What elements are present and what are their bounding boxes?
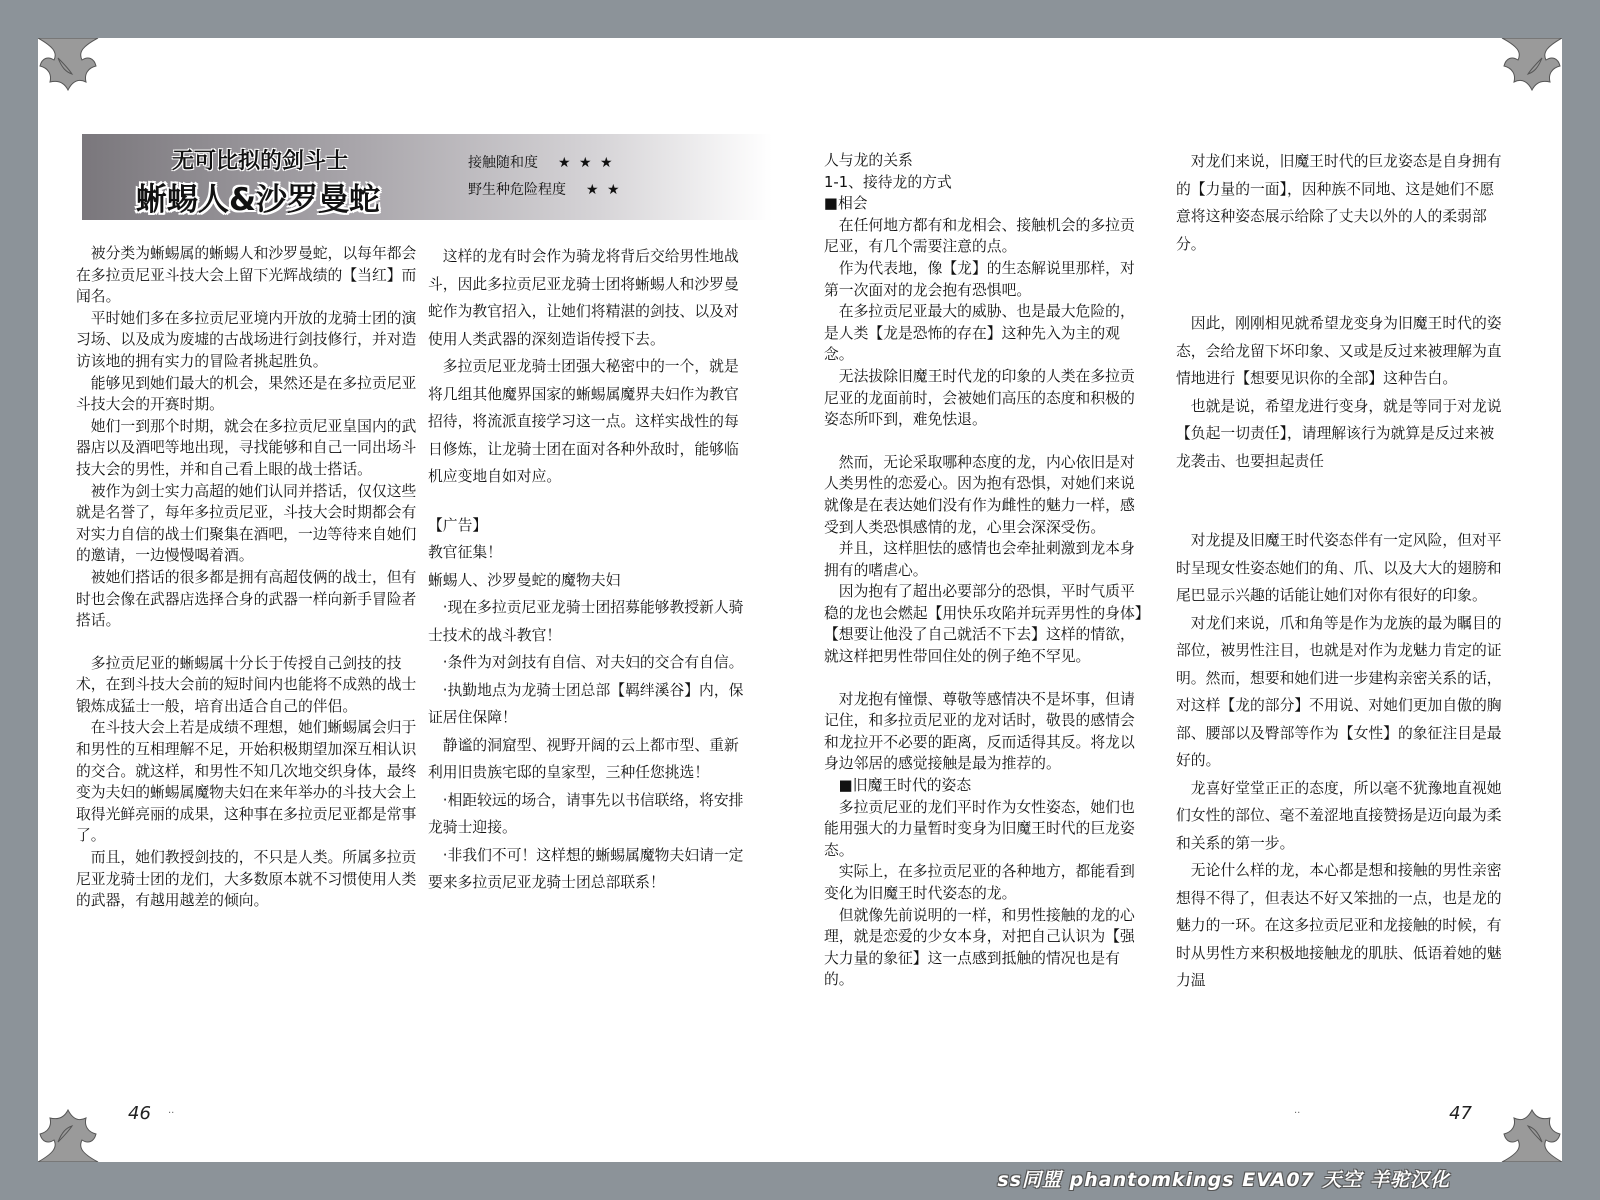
paragraph: 无法拔除旧魔王时代龙的印象的人类在多拉贡尼亚的龙面前时，会被她们高压的态度和积极的姿态所吓到，难免怯退。 <box>824 367 1135 429</box>
rating-danger <box>468 179 622 199</box>
paragraph-gap <box>1176 258 1502 310</box>
paragraph: ·非我们不可！这样想的蜥蜴属魔物夫妇请一定要来多拉贡尼亚龙骑士团总部联系！ <box>428 846 744 891</box>
banner-title: 蜥蜴人&沙罗曼蛇 <box>135 182 381 218</box>
corner-ornament-icon <box>1482 38 1562 118</box>
paragraph: 作为代表地，像【龙】的生态解说里那样，对第一次面对的龙会抱有恐惧吧。 <box>824 259 1135 299</box>
paragraph: 在多拉贡尼亚最大的威胁、也是最大危险的，是人类【龙是恐怖的存在】这种先入为主的观念。 <box>824 303 1135 364</box>
star-rating-icon: ★ ★ <box>586 182 622 198</box>
corner-ornament-icon <box>1482 1082 1562 1162</box>
paragraph: ·相距较远的场合，请事先以书信联络，将安排龙骑士迎接。 <box>428 791 744 836</box>
paragraph: 这样的龙有时会作为骑龙将背后交给男性地战斗，因此多拉贡尼亚龙骑士团将蜥蜴人和沙罗曼蛇作为教官招入，让她们将精湛的剑技、以及对使用人类武器的深刻造诣传授下去。 <box>428 248 739 348</box>
paragraph: 而且，她们教授剑技的，不只是人类。所属多拉贡尼亚龙骑士团的龙们，大多数原本就不习惯使用人类的武器，有越用越差的倾向。 <box>76 849 417 910</box>
section-banner <box>82 134 772 220</box>
text-column-1 <box>76 243 428 912</box>
corner-ornament-icon <box>38 38 118 118</box>
paragraph-gap <box>428 491 750 512</box>
banner-subtitle: 无可比拟的剑斗士 <box>171 149 348 174</box>
paragraph-gap <box>824 668 1148 689</box>
paragraph: ■相会 <box>824 195 868 213</box>
paragraph: ·条件为对剑技有自信、对夫妇的交合有自信。 <box>442 654 744 671</box>
paragraph: 然而，无论采取哪种态度的龙，内心依旧是对人类男性的恋爱心。因为抱有恐惧，对她们来说就像是在表达她们没有作为雌性的魅力一样，感受到人类恐惧感情的龙，心里会深深受伤。 <box>824 453 1135 536</box>
text-column-2 <box>428 243 750 897</box>
book-spread <box>38 38 1562 1162</box>
paragraph: 对龙提及旧魔王时代姿态伴有一定风险，但对平时呈现女性姿态她们的角、爪、以及大大的翅膀和尾巴显示兴趣的话能让她们对你有很好的印象。 <box>1176 532 1502 604</box>
paragraph: 对龙们来说，旧魔王时代的巨龙姿态是自身拥有的【力量的一面】，因种族不同地、这是她们不愿意将这种姿态展示给除了丈夫以外的人的柔弱部分。 <box>1176 153 1502 253</box>
paragraph: 1-1、接待龙的方式 <box>824 173 952 191</box>
page-dots: .. <box>1294 1105 1301 1116</box>
paragraph: 但就像先前说明的一样，和男性接触的龙的心理，就是恋爱的少女本身，对把自己认识为【强大力量的象征】这一点感到抵触的情况也是有的。 <box>824 906 1135 989</box>
paragraph: 龙喜好堂堂正正的态度，所以毫不犹豫地直视她们女性的部位、毫不羞涩地直接赞扬是迈向最为柔和关系的第一步。 <box>1176 779 1502 852</box>
paragraph: 在任何地方都有和龙相会、接触机会的多拉贡尼亚，有几个需要注意的点。 <box>824 216 1135 256</box>
paragraph: 平时她们多在多拉贡尼亚境内开放的龙骑士团的演习场、以及成为废墟的古战场进行剑技修行，并对造访该地的拥有实力的冒险者挑起胜负。 <box>76 309 417 370</box>
rating-contact <box>468 152 615 172</box>
paragraph: ■旧魔王时代的姿态 <box>838 777 972 795</box>
page-number-right: 47 <box>1449 1103 1472 1124</box>
paragraph: 并且，这样胆怯的感情也会牵扯刺激到龙本身拥有的嗜虐心。 <box>824 540 1135 579</box>
paragraph: 因此，刚刚相见就希望龙变身为旧魔王时代的姿态，会给龙留下坏印象、又或是反过来被理解为直情地进行【想要见识你的全部】这种告白。 <box>1176 315 1502 387</box>
paragraph: 也就是说，希望龙进行变身，就是等同于对龙说【负起一切责任】，请理解该行为就算是反过来被龙袭击、也要担起责任 <box>1176 397 1502 470</box>
paragraph: 静谧的洞窟型、视野开阔的云上都市型、重新利用旧贵族宅邸的皇家型，三种任您挑选！ <box>428 736 739 781</box>
paragraph: 无论什么样的龙，本心都是想和接触的男性亲密想得不得了，但表达不好又笨拙的一点，也是龙的魅力的一环。在这多拉贡尼亚和龙接触的时候，有时从男性方来积极地接触龙的肌肤、低语着她的魅力温 <box>1176 862 1502 989</box>
paragraph: 蜥蜴人、沙罗曼蛇的魔物夫妇 <box>428 571 621 589</box>
paragraph: ·执勤地点为龙骑士团总部【羁绊溪谷】内，保证居住保障！ <box>428 681 744 726</box>
text-column-4 <box>1176 148 1502 995</box>
paragraph: 多拉贡尼亚的龙们平时作为女性姿态，她们也能用强大的力量暂时变身为旧魔王时代的巨龙姿态。 <box>824 798 1135 859</box>
paragraph: 多拉贡尼亚的蜥蜴属十分长于传授自己剑技的技术，在到斗技大会前的短时间内也能将不成熟的战士锻炼成猛士一般，培育出适合自己的伴侣。 <box>76 654 417 715</box>
paragraph: 对龙抱有憧憬、尊敬等感情决不是坏事，但请记住，和多拉贡尼亚的龙对话时，敬畏的感情会和龙拉开不必要的距离，反而适得其反。将龙以身边邻居的感觉接触是最为推荐的。 <box>824 690 1135 773</box>
text-column-3 <box>824 150 1148 991</box>
paragraph: 能够见到她们最大的机会，果然还是在多拉贡尼亚斗技大会的开赛时期。 <box>76 374 417 414</box>
paragraph: 被她们搭话的很多都是拥有高超伎俩的战士，但有时也会像在武器店选择合身的武器一样向新手冒险者搭话。 <box>76 568 417 630</box>
translation-credit: ss同盟 phantomkings EVA07 天空 羊驼汉化 <box>997 1169 1450 1191</box>
paragraph: 被分类为蜥蜴属的蜥蜴人和沙罗曼蛇，以每年都会在多拉贡尼亚斗技大会上留下光辉战绩的【当红】而闻名。 <box>76 245 417 306</box>
paragraph-gap <box>1176 475 1502 527</box>
paragraph-gap <box>824 431 1148 452</box>
page-dots: .. <box>168 1105 175 1116</box>
rating-label: 接触随和度 <box>468 155 538 171</box>
paragraph: 她们一到那个时期，就会在多拉贡尼亚皇国内的武器店以及酒吧等地出现，寻找能够和自己一同出场斗技大会的男性，并和自己看上眼的战士搭话。 <box>76 417 417 478</box>
rating-label: 野生种危险程度 <box>468 182 566 198</box>
paragraph: 因为抱有了超出必要部分的恐惧，平时气质平稳的龙也会燃起【用快乐攻陷并玩弄男性的身体】【想要让他没了自己就活不下去】这样的情欲，就这样把男性带回住处的例子绝不罕见。 <box>824 583 1143 666</box>
star-rating-icon: ★ ★ ★ <box>558 155 615 171</box>
paragraph: 在斗技大会上若是成绩不理想，她们蜥蜴属会归于和男性的互相理解不足，开始积极期望加深互相认识的交合。就这样，和男性不知几次地交织身体，最终变为夫妇的蜥蜴属魔物夫妇在来年举办的斗技大会上取得光鲜亮丽的成果，这种事在多拉贡尼亚都是常事了。 <box>76 719 417 845</box>
paragraph-gap <box>76 632 428 653</box>
paragraph: 对龙们来说，爪和角等是作为龙族的最为瞩目的部位，被男性注目，也就是对作为龙魅力肯定的证明。然而，想要和她们进一步建构亲密关系的话，对这样【龙的部分】不用说、对她们更加自傲的胸部、腰部以及臀部等作为【女性】的象征注目是最好的。 <box>1176 614 1502 769</box>
paragraph: 实际上，在多拉贡尼亚的各种地方，都能看到变化为旧魔王时代姿态的龙。 <box>824 863 1135 902</box>
paragraph: 【广告】 <box>428 516 488 534</box>
paragraph: 教官征集！ <box>428 544 502 561</box>
corner-ornament-icon <box>38 1082 118 1162</box>
paragraph: 被作为剑士实力高超的她们认同并搭话，仅仅这些就是名誉了，每年多拉贡尼亚，斗技大会时期都会有对实力自信的战士们聚集在酒吧，一边等待来自她们的邀请，一边慢慢喝着酒。 <box>76 482 417 565</box>
paragraph: 多拉贡尼亚龙骑士团强大秘密中的一个，就是将几组其他魔界国家的蜥蜴属魔界夫妇作为教官招待，将流派直接学习这一点。这样实战性的每日修炼，让龙骑士团在面对各种外敌时，能够临机应变地自如对应。 <box>428 358 739 485</box>
paragraph: ·现在多拉贡尼亚龙骑士团招募能够教授新人骑士技术的战斗教官！ <box>428 599 744 644</box>
paragraph: 人与龙的关系 <box>824 152 913 169</box>
page-number-left: 46 <box>128 1103 151 1124</box>
